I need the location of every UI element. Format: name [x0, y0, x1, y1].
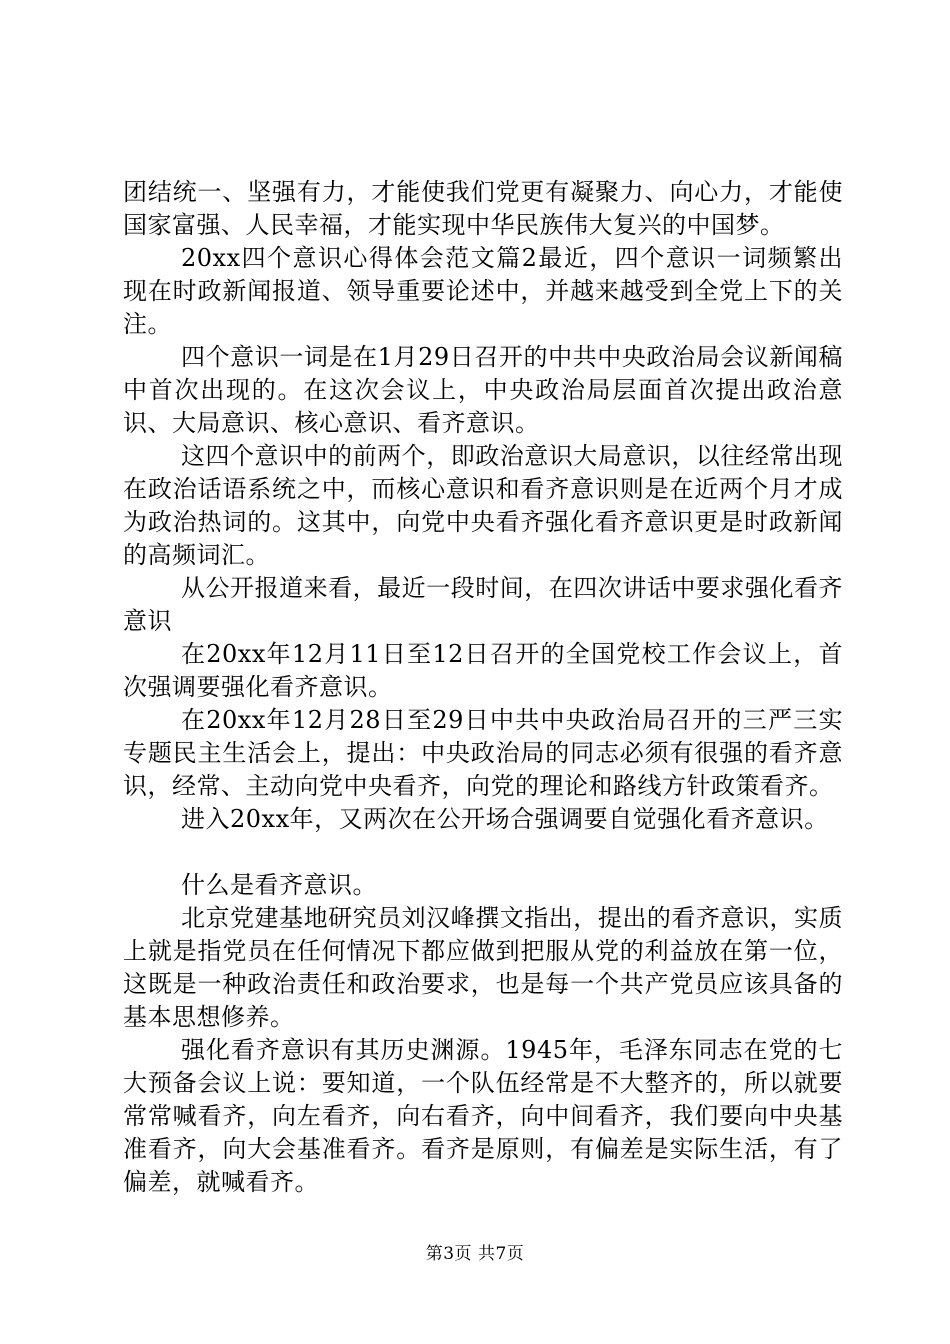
paragraph: 这四个意识中的前两个，即政治意识大局意识，以往经常出现在政治话语系统之中，而核心意识和看齐意识则是在近两个月才成为政治热词的。这其中，向党中央看齐强化看齐意识更是时政新闻的高频词汇。	[123, 442, 843, 569]
page-number-footer: 第3页 共7页	[425, 1244, 525, 1264]
paragraph: 强化看齐意识有其历史渊源。1945年，毛泽东同志在党的七大预备会议上说：要知道，一个队伍经常是不大整齐的，所以就要常常喊看齐，向左看齐，向右看齐，向中间看齐，我们要向中央基准看齐，向大会基准看齐。看齐是原则，有偏差是实际生活，有了偏差，就喊看齐。	[123, 1036, 843, 1196]
paragraph: 进入20xx年，又两次在公开场合强调要自觉强化看齐意识。	[181, 805, 829, 833]
paragraph: 从公开报道来看，最近一段时间，在四次讲话中要求强化看齐意识	[123, 574, 843, 635]
paragraph: 团结统一、坚强有力，才能使我们党更有凝聚力、向心力，才能使国家富强、人民幸福，才能实现中华民族伟大复兴的中国梦。	[123, 178, 843, 239]
paragraph: 在20xx年12月28日至29日中共中央政治局召开的三严三实专题民主生活会上，提出：中央政治局的同志必须有很强的看齐意识，经常、主动向党中央看齐，向党的理论和路线方针政策看齐。	[123, 706, 843, 800]
paragraph-spacer	[123, 836, 843, 869]
document-body	[123, 176, 843, 1199]
section-heading: 什么是看齐意识。	[181, 871, 377, 899]
paragraph: 北京党建基地研究员刘汉峰撰文指出，提出的看齐意识，实质上就是指党员在任何情况下都应做到把服从党的利益放在第一位，这既是一种政治责任和政治要求，也是每一个共产党员应该具备的基本思想修养。	[123, 904, 843, 1031]
paragraph: 20xx四个意识心得体会范文篇2最近，四个意识一词频繁出现在时政新闻报道、领导重要论述中，并越来越受到全党上下的关注。	[123, 244, 843, 338]
paragraph: 在20xx年12月11日至12日召开的全国党校工作会议上，首次强调要强化看齐意识。	[123, 640, 843, 701]
paragraph: 四个意识一词是在1月29日召开的中共中央政治局会议新闻稿中首次出现的。在这次会议上，中央政治局层面首次提出政治意识、大局意识、核心意识、看齐意识。	[123, 343, 843, 437]
